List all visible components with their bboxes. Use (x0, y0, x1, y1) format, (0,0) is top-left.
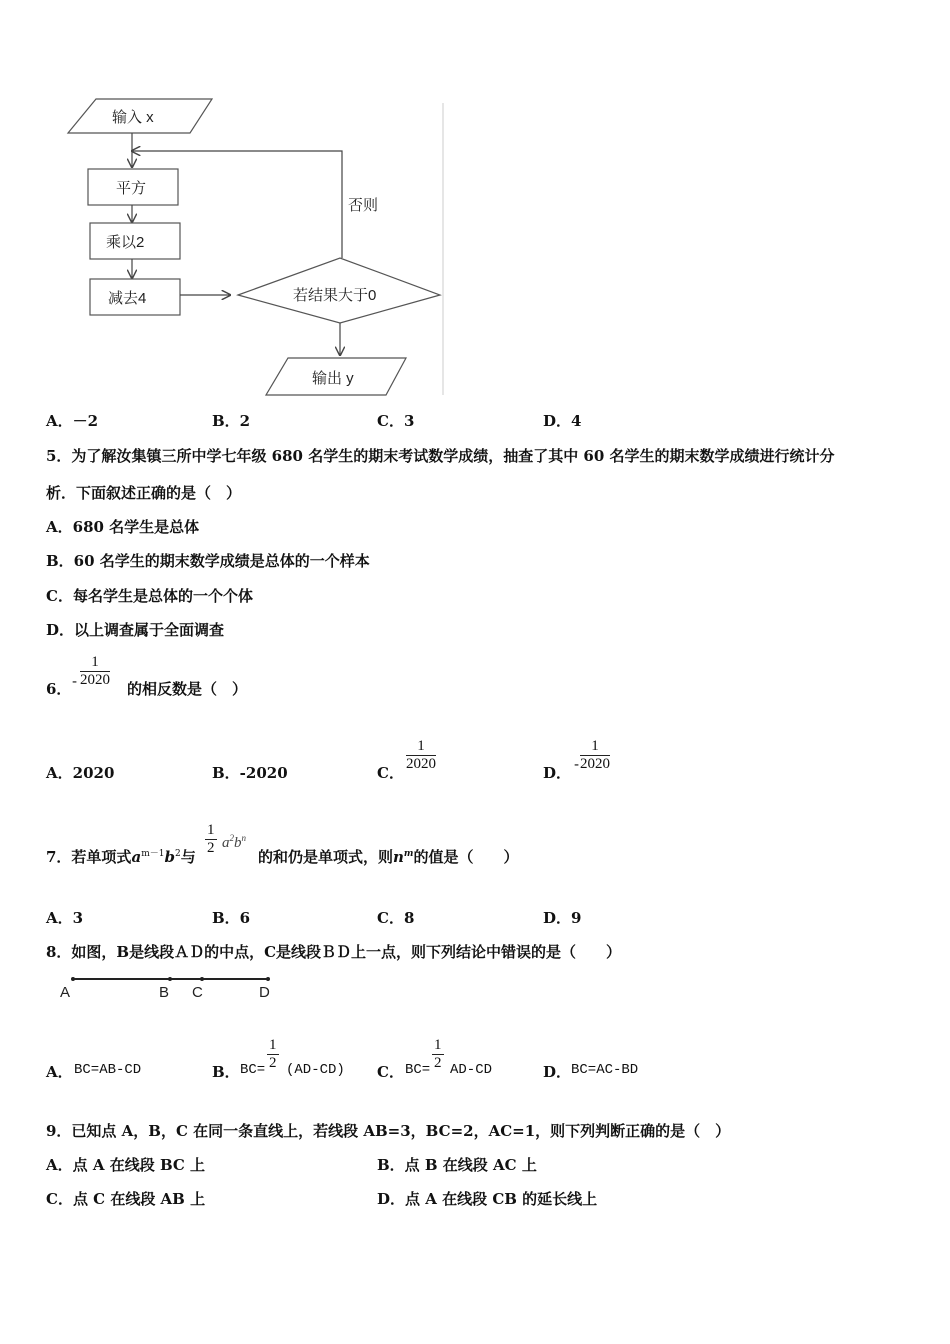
q9-option-c: C．点 C 在线段 AB 上 (46, 1190, 206, 1208)
q5-stem-line2: 析．下面叙述正确的是（ ） (46, 484, 242, 502)
q8-option-b-post: (AD-CD) (286, 1062, 345, 1078)
q4-option-c: C．3 (377, 412, 415, 430)
q7-stem (46, 846, 196, 867)
q4-option-b: B．2 (212, 412, 251, 430)
q6-option-b: B．-2020 (212, 764, 288, 782)
q9-option-a: A．点 A 在线段 BC 上 (46, 1156, 206, 1174)
q7-n: n (393, 848, 404, 866)
q7-term2 (222, 833, 246, 852)
q5-option-b: B．60 名学生的期末数学成绩是总体的一个样本 (46, 552, 370, 570)
q6-option-c-label: C． (377, 764, 404, 782)
flow-input-text: 输入 x (112, 109, 154, 126)
q8-option-d: BC=AC-BD (571, 1062, 639, 1078)
q7-term1-exp: m－1 (141, 849, 165, 859)
q8-option-b-label: B． (212, 1063, 240, 1081)
q5-stem-line1: 5．为了解汝集镇三所中学七年级 680 名学生的期末考试数学成绩，抽查了其中 60 名学生的期末数学成绩进行统计分 (46, 447, 835, 465)
q8-point-b: B (159, 984, 170, 1001)
q6-fraction (80, 654, 110, 689)
q8-option-b-pre: BC= (240, 1062, 266, 1078)
flow-output-text: 输出 y (312, 370, 354, 387)
q6-option-d-fraction (580, 738, 610, 773)
flow-else-text: 否则 (348, 197, 379, 214)
q8-option-b-half (267, 1037, 279, 1072)
q7-tail1: 的和仍是单项式，则 (258, 848, 394, 866)
q9-stem: 9．已知点 A，B，C 在同一条直线上，若线段 AB=3，BC=2，AC=1，则下列判断正确的是（ ） (46, 1122, 731, 1140)
q8b-den: 2 (269, 1055, 277, 1071)
q8-option-c-half (432, 1037, 444, 1072)
q9-option-b: B．点 B 在线段 AC 上 (377, 1156, 537, 1174)
q7-option-b: B．6 (212, 909, 251, 927)
q6c-num: 1 (406, 738, 436, 756)
q6d-den: 2020 (580, 756, 610, 772)
q7-term1-b: b (164, 848, 175, 866)
flow-step2-text: 乘以2 (106, 234, 145, 251)
q6-stem-tail: 的相反数是（ ） (127, 680, 248, 698)
flow-step1-text: 平方 (116, 180, 147, 197)
flowchart (60, 95, 460, 405)
q8-stem: 8．如图，B是线段ＡＤ的中点，C是线段ＢＤ上一点，则下列结论中错误的是（ ） (46, 943, 622, 961)
q7-number: 7．若单项式 (46, 848, 132, 866)
q6-number: 6． (46, 680, 72, 698)
q8-option-c-post: AD-CD (450, 1062, 493, 1078)
q6d-num: 1 (580, 738, 610, 756)
q8-option-c-pre: BC= (405, 1062, 431, 1078)
q7-term2-b: b (234, 835, 242, 851)
q4-option-d: D．4 (543, 412, 582, 430)
q5-option-d: D．以上调查属于全面调查 (46, 621, 225, 639)
q6-frac-num: 1 (80, 654, 110, 672)
q7-term2-b-exp: n (241, 833, 246, 843)
q5-option-a: A．680 名学生是总体 (46, 518, 200, 536)
q8c-den: 2 (434, 1055, 442, 1071)
q9-option-d: D．点 A 在线段 CB 的延长线上 (377, 1190, 598, 1208)
q7-mid: 与 (180, 848, 196, 866)
q7-term2-a: a (222, 835, 230, 851)
q7-m: m (403, 849, 414, 859)
q7-tail2: 的值是（ ） (413, 848, 519, 866)
q7-term1-b-exp: 2 (174, 849, 181, 859)
q7-option-c: C．8 (377, 909, 415, 927)
flow-step3-text: 减去4 (108, 290, 147, 307)
q6-option-d-label: D． (543, 764, 572, 782)
q7-option-a: A．3 (46, 909, 84, 927)
q6-option-d-neg: - (574, 755, 580, 773)
q8c-num: 1 (434, 1037, 442, 1053)
q8-option-a: BC=AB-CD (74, 1062, 142, 1078)
q7-frac-num: 1 (207, 822, 215, 838)
q4-option-a: A．－2 (46, 412, 99, 430)
q6-option-c-fraction (406, 738, 436, 773)
q7-frac-den: 2 (207, 840, 215, 856)
q7-option-d: D．9 (543, 909, 582, 927)
flow-condition-text: 若结果大于0 (293, 287, 377, 304)
q5-option-c: C．每名学生是总体的一个个体 (46, 587, 253, 605)
q8-point-d: D (259, 984, 270, 1001)
q8-segment-figure (55, 970, 285, 1002)
q7-fraction (205, 822, 217, 857)
q6-frac-den: 2020 (80, 672, 110, 688)
q8-option-a-label: A． (46, 1063, 73, 1081)
q8-option-c-label: C． (377, 1063, 404, 1081)
q8-option-d-label: D． (543, 1063, 572, 1081)
q8b-num: 1 (269, 1037, 277, 1053)
q6-neg-sign: - (72, 672, 78, 690)
q7-term1-a: a (131, 848, 142, 866)
q7-term2-a-exp: 2 (229, 833, 234, 843)
q8-point-a: A (60, 984, 71, 1001)
q8-point-c: C (192, 984, 203, 1001)
q7-stem-tail (258, 846, 518, 867)
q6-option-a: A．2020 (46, 764, 115, 782)
q6c-den: 2020 (406, 756, 436, 772)
